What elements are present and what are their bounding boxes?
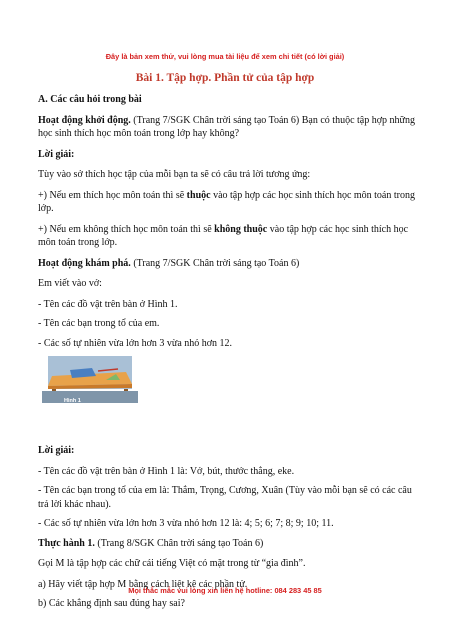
solution-heading: Lời giải:	[38, 445, 75, 456]
hotline-banner: Mọi thắc mắc vui lòng xin liên hệ hotline: 084 283 45 85	[128, 586, 322, 595]
explore-activity	[38, 257, 418, 271]
preview-banner: Đây là bản xem thử, vui lòng mua tài liệu để xem chi tiết (có lời giải)	[105, 52, 345, 61]
solution-case-2	[38, 223, 418, 250]
solution-heading: Lời giải:	[38, 148, 75, 160]
desk-illustration	[42, 356, 138, 410]
question-b: b) Các khẳng định sau đúng hay sai?	[38, 598, 185, 609]
list-item: - Tên các bạn trong tổ của em.	[38, 318, 160, 329]
solution-intro: Tùy vào sở thích học tập của mỗi bạn ta sẽ có câu trả lời tương ứng:	[38, 169, 311, 180]
warmup-label: Hoạt động khởi động.	[38, 114, 131, 126]
practice-label: Thực hành 1.	[38, 537, 95, 549]
list-item: - Tên các bạn trong tổ của em là: Thắm, Trọng, Cương, Xuân (Tùy vào mỗi bạn sẽ có các câu trả lời khác nhau).	[38, 485, 412, 510]
case-1-pre: +) Nếu em thích học môn toán thì sẽ	[38, 189, 187, 201]
explore-text: (Trang 7/SGK Chân trời sáng tạo Toán 6)	[130, 257, 300, 269]
explore-label: Hoạt động khám phá.	[38, 257, 131, 269]
case-1-bold: thuộc	[186, 189, 211, 201]
lesson-title: Bài 1. Tập hợp. Phần tử của tập hợp	[135, 72, 315, 84]
case-1-post: vào tập hợp các học sinh thích học môn toán trong lớp.	[38, 189, 415, 214]
list-item: - Tên các đồ vật trên bàn ở Hình 1 là: Vở, bút, thước thẳng, eke.	[38, 465, 295, 477]
case-2-bold: không thuộc	[214, 223, 268, 235]
document-body	[38, 93, 418, 617]
solution-case-1	[38, 189, 418, 216]
case-2-pre: +) Nếu em không thích học môn toán thì sẽ	[38, 223, 215, 235]
case-2-post: vào tập hợp các học sinh thích học môn toán trong lớp.	[38, 223, 409, 248]
practice-activity	[38, 537, 418, 551]
write-instruction: Em viết vào vở:	[38, 278, 102, 289]
figure-desk-image	[42, 356, 138, 410]
list-item: - Tên các đồ vật trên bàn ở Hình 1.	[38, 298, 178, 310]
list-item: - Các số tự nhiên vừa lớn hơn 3 vừa nhỏ hơn 12 là: 4; 5; 6; 7; 8; 9; 10; 11.	[38, 518, 334, 529]
question-a: a) Hãy viết tập hợp M bằng cách liệt kê các phần tử.	[38, 578, 248, 590]
warmup-text: (Trang 7/SGK Chân trời sáng tạo Toán 6) Bạn có thuộc tập hợp những học sinh thích học môn toán trong lớp hay không?	[38, 114, 415, 139]
set-definition: Gọi M là tập hợp các chữ cái tiếng Việt có mặt trong từ “gia đình”.	[38, 558, 306, 569]
figure-caption: Hình 1	[64, 398, 81, 404]
list-item: - Các số tự nhiên vừa lớn hơn 3 vừa nhỏ hơn 12.	[38, 337, 233, 349]
practice-text: (Trang 8/SGK Chân trời sáng tạo Toán 6)	[94, 537, 264, 549]
warmup-activity	[38, 114, 418, 141]
section-heading: A. Các câu hỏi trong bài	[38, 94, 142, 105]
